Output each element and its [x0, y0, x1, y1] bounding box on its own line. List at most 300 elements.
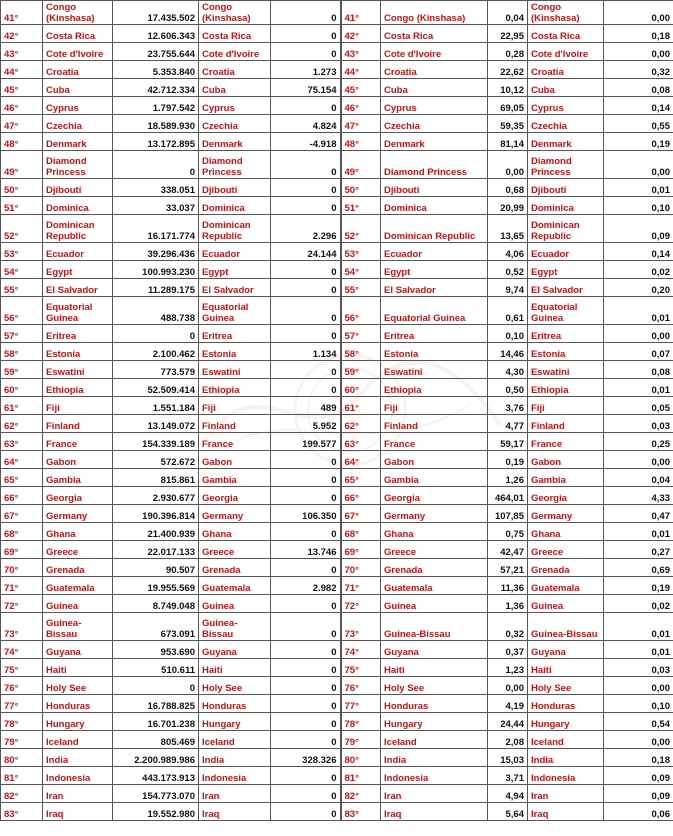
value-cell-4: 0,25: [604, 433, 673, 451]
rank-cell: 63°: [1, 433, 43, 451]
value-cell-2: -4.918: [271, 133, 341, 151]
table-row: [1, 713, 673, 731]
table-row: [1, 451, 673, 469]
rank-cell: 64°: [1, 451, 43, 469]
country-cell-3: Fiji: [381, 397, 488, 415]
value-cell-1: 773.579: [113, 361, 199, 379]
value-cell-2: 0: [271, 695, 341, 713]
value-cell-1: 100.993.230: [113, 261, 199, 279]
country-cell-4: Costa Rica: [528, 25, 604, 43]
rank-cell: 52°: [1, 215, 43, 243]
rank-cell-2: 80°: [341, 749, 381, 767]
value-cell-3: 0,52: [488, 261, 528, 279]
value-cell-3: 22,95: [488, 25, 528, 43]
country-cell-4: Czechia: [528, 115, 604, 133]
rank-cell: 41°: [1, 1, 43, 25]
value-cell-2: 0: [271, 595, 341, 613]
country-cell-2: Greece: [199, 541, 271, 559]
table-row: [1, 343, 673, 361]
value-cell-4: 0,00: [604, 151, 673, 179]
value-cell-4: 0,07: [604, 343, 673, 361]
value-cell-1: 52.509.414: [113, 379, 199, 397]
country-cell-4: France: [528, 433, 604, 451]
country-cell: Ecuador: [43, 243, 113, 261]
country-cell-2: Diamond Princess: [199, 151, 271, 179]
value-cell-2: 0: [271, 713, 341, 731]
value-cell-2: 0: [271, 43, 341, 61]
country-cell: Equatorial Guinea: [43, 297, 113, 325]
country-cell-2: France: [199, 433, 271, 451]
value-cell-3: 4,19: [488, 695, 528, 713]
value-cell-1: 805.469: [113, 731, 199, 749]
table-row: [1, 97, 673, 115]
rank-cell-2: 52°: [341, 215, 381, 243]
value-cell-2: 0: [271, 451, 341, 469]
rank-cell-2: 53°: [341, 243, 381, 261]
country-cell-2: Haiti: [199, 659, 271, 677]
country-cell-3: Diamond Princess: [381, 151, 488, 179]
value-cell-1: 12.606.343: [113, 25, 199, 43]
value-cell-2: 0: [271, 379, 341, 397]
rank-cell: 78°: [1, 713, 43, 731]
rank-cell-2: 70°: [341, 559, 381, 577]
value-cell-3: 59,17: [488, 433, 528, 451]
country-cell-2: Cuba: [199, 79, 271, 97]
rank-cell: 58°: [1, 343, 43, 361]
value-cell-4: 0,18: [604, 25, 673, 43]
rank-cell-2: 82°: [341, 785, 381, 803]
country-cell: Cyprus: [43, 97, 113, 115]
country-cell: Indonesia: [43, 767, 113, 785]
table-row: [1, 641, 673, 659]
value-cell-4: 0,00: [604, 731, 673, 749]
country-cell-4: Georgia: [528, 487, 604, 505]
value-cell-3: 4,77: [488, 415, 528, 433]
rank-cell-2: 49°: [341, 151, 381, 179]
table-row: [1, 297, 673, 325]
rank-cell: 66°: [1, 487, 43, 505]
rank-cell-2: 78°: [341, 713, 381, 731]
rank-cell: 56°: [1, 297, 43, 325]
value-cell-4: 0,03: [604, 415, 673, 433]
table-row: [1, 541, 673, 559]
value-cell-3: 59,35: [488, 115, 528, 133]
value-cell-2: 489: [271, 397, 341, 415]
country-cell-2: Denmark: [199, 133, 271, 151]
rank-cell: 43°: [1, 43, 43, 61]
table-body: [1, 1, 673, 821]
country-cell-4: Dominica: [528, 197, 604, 215]
country-cell: Ethiopia: [43, 379, 113, 397]
value-cell-3: 11,36: [488, 577, 528, 595]
country-cell: Georgia: [43, 487, 113, 505]
rank-cell-2: 54°: [341, 261, 381, 279]
table-row: [1, 731, 673, 749]
value-cell-3: 0,61: [488, 297, 528, 325]
rank-cell: 65°: [1, 469, 43, 487]
country-cell-4: Gambia: [528, 469, 604, 487]
value-cell-1: 23.755.644: [113, 43, 199, 61]
rank-cell-2: 47°: [341, 115, 381, 133]
table-row: [1, 695, 673, 713]
value-cell-4: 0,00: [604, 451, 673, 469]
value-cell-3: 0,68: [488, 179, 528, 197]
rank-cell: 79°: [1, 731, 43, 749]
table-row: [1, 197, 673, 215]
table-row: [1, 361, 673, 379]
value-cell-2: 13.746: [271, 541, 341, 559]
country-cell-3: Gambia: [381, 469, 488, 487]
value-cell-2: 0: [271, 297, 341, 325]
value-cell-2: 0: [271, 261, 341, 279]
value-cell-4: 0,18: [604, 749, 673, 767]
table-row: [1, 397, 673, 415]
value-cell-3: 107,85: [488, 505, 528, 523]
country-cell-3: Indonesia: [381, 767, 488, 785]
value-cell-2: 0: [271, 151, 341, 179]
value-cell-2: 0: [271, 641, 341, 659]
value-cell-3: 4,30: [488, 361, 528, 379]
rank-cell-2: 75°: [341, 659, 381, 677]
country-cell-3: Congo (Kinshasa): [381, 1, 488, 25]
rank-cell-2: 45°: [341, 79, 381, 97]
value-cell-1: 39.296.436: [113, 243, 199, 261]
country-cell-3: Ecuador: [381, 243, 488, 261]
value-cell-3: 0,10: [488, 325, 528, 343]
country-cell-3: Djibouti: [381, 179, 488, 197]
value-cell-4: 0,08: [604, 79, 673, 97]
country-cell-4: Cote d'Ivoire: [528, 43, 604, 61]
country-cell-2: Ecuador: [199, 243, 271, 261]
table-row: [1, 523, 673, 541]
country-cell: Guinea: [43, 595, 113, 613]
table-row: [1, 261, 673, 279]
country-cell: Djibouti: [43, 179, 113, 197]
value-cell-2: 0: [271, 731, 341, 749]
country-cell-4: Dominican Republic: [528, 215, 604, 243]
value-cell-1: 17.435.502: [113, 1, 199, 25]
country-cell-4: Ghana: [528, 523, 604, 541]
country-cell-3: Cyprus: [381, 97, 488, 115]
value-cell-4: 0,32: [604, 61, 673, 79]
table-row: [1, 279, 673, 297]
value-cell-3: 3,76: [488, 397, 528, 415]
country-cell-4: Honduras: [528, 695, 604, 713]
value-cell-4: 0,01: [604, 523, 673, 541]
country-cell-3: Guyana: [381, 641, 488, 659]
table-row: [1, 61, 673, 79]
value-cell-3: 2,08: [488, 731, 528, 749]
country-cell-2: Iraq: [199, 803, 271, 821]
country-cell: Iceland: [43, 731, 113, 749]
rank-cell: 59°: [1, 361, 43, 379]
value-cell-4: 0,10: [604, 197, 673, 215]
rank-cell-2: 59°: [341, 361, 381, 379]
value-cell-3: 10,12: [488, 79, 528, 97]
country-cell: Croatia: [43, 61, 113, 79]
country-cell-2: Guinea-Bissau: [199, 613, 271, 641]
rank-cell: 75°: [1, 659, 43, 677]
rank-cell: 72°: [1, 595, 43, 613]
table-row: [1, 115, 673, 133]
value-cell-4: 0,00: [604, 325, 673, 343]
country-cell: Fiji: [43, 397, 113, 415]
table-row: [1, 677, 673, 695]
value-cell-1: 18.589.930: [113, 115, 199, 133]
value-cell-4: 0,02: [604, 595, 673, 613]
rank-cell-2: 46°: [341, 97, 381, 115]
value-cell-1: 16.171.774: [113, 215, 199, 243]
rank-cell: 61°: [1, 397, 43, 415]
value-cell-2: 0: [271, 803, 341, 821]
value-cell-3: 0,00: [488, 151, 528, 179]
value-cell-3: 0,37: [488, 641, 528, 659]
value-cell-4: 0,00: [604, 677, 673, 695]
value-cell-2: 0: [271, 25, 341, 43]
value-cell-4: 0,27: [604, 541, 673, 559]
rank-cell-2: 56°: [341, 297, 381, 325]
country-cell: Hungary: [43, 713, 113, 731]
country-cell-2: Guatemala: [199, 577, 271, 595]
country-cell-4: Equatorial Guinea: [528, 297, 604, 325]
value-cell-2: 2.296: [271, 215, 341, 243]
country-cell-3: Denmark: [381, 133, 488, 151]
country-cell-4: Holy See: [528, 677, 604, 695]
value-cell-1: 19.955.569: [113, 577, 199, 595]
rank-cell-2: 68°: [341, 523, 381, 541]
value-cell-1: 0: [113, 677, 199, 695]
country-cell-4: Fiji: [528, 397, 604, 415]
country-cell-2: Egypt: [199, 261, 271, 279]
country-cell-3: Finland: [381, 415, 488, 433]
value-cell-1: 510.611: [113, 659, 199, 677]
value-cell-3: 57,21: [488, 559, 528, 577]
value-cell-3: 81,14: [488, 133, 528, 151]
rank-cell-2: 60°: [341, 379, 381, 397]
value-cell-1: 2.930.677: [113, 487, 199, 505]
country-cell-3: Iraq: [381, 803, 488, 821]
value-cell-4: 0,10: [604, 695, 673, 713]
table-row: [1, 25, 673, 43]
value-cell-1: 0: [113, 151, 199, 179]
value-cell-2: 24.144: [271, 243, 341, 261]
value-cell-2: 0: [271, 613, 341, 641]
country-cell-2: Germany: [199, 505, 271, 523]
value-cell-2: 5.952: [271, 415, 341, 433]
rank-cell-2: 58°: [341, 343, 381, 361]
value-cell-3: 0,28: [488, 43, 528, 61]
rank-cell-2: 72°: [341, 595, 381, 613]
value-cell-4: 0,47: [604, 505, 673, 523]
rank-cell-2: 66°: [341, 487, 381, 505]
country-cell-3: Georgia: [381, 487, 488, 505]
table-row: [1, 487, 673, 505]
rank-cell-2: 73°: [341, 613, 381, 641]
value-cell-4: 0,06: [604, 803, 673, 821]
value-cell-1: 2.200.989.986: [113, 749, 199, 767]
value-cell-3: 9,74: [488, 279, 528, 297]
value-cell-4: 0,19: [604, 133, 673, 151]
value-cell-4: 0,54: [604, 713, 673, 731]
value-cell-2: 0: [271, 767, 341, 785]
country-cell-3: Dominica: [381, 197, 488, 215]
value-cell-2: 0: [271, 523, 341, 541]
value-cell-2: 75.154: [271, 79, 341, 97]
table-row: [1, 179, 673, 197]
country-cell-3: Croatia: [381, 61, 488, 79]
rank-cell-2: 51°: [341, 197, 381, 215]
country-cell-2: Estonia: [199, 343, 271, 361]
value-cell-3: 464,01: [488, 487, 528, 505]
country-cell-2: Ethiopia: [199, 379, 271, 397]
country-cell: Holy See: [43, 677, 113, 695]
rank-cell-2: 63°: [341, 433, 381, 451]
country-cell: Dominican Republic: [43, 215, 113, 243]
country-cell: Denmark: [43, 133, 113, 151]
value-cell-1: 13.149.072: [113, 415, 199, 433]
value-cell-1: 22.017.133: [113, 541, 199, 559]
value-cell-3: 0,75: [488, 523, 528, 541]
value-cell-2: 0: [271, 325, 341, 343]
value-cell-2: 0: [271, 279, 341, 297]
country-cell-3: Guinea: [381, 595, 488, 613]
country-cell-4: Guatemala: [528, 577, 604, 595]
value-cell-1: 33.037: [113, 197, 199, 215]
country-cell-3: Gabon: [381, 451, 488, 469]
country-cell-4: Croatia: [528, 61, 604, 79]
value-cell-4: 0,55: [604, 115, 673, 133]
rank-cell-2: 57°: [341, 325, 381, 343]
rank-cell-2: 61°: [341, 397, 381, 415]
value-cell-4: 0,01: [604, 179, 673, 197]
country-cell: Czechia: [43, 115, 113, 133]
country-cell-3: Guinea-Bissau: [381, 613, 488, 641]
rank-cell: 77°: [1, 695, 43, 713]
value-cell-3: 15,03: [488, 749, 528, 767]
value-cell-1: 154.773.070: [113, 785, 199, 803]
country-cell-3: Haiti: [381, 659, 488, 677]
rank-cell: 49°: [1, 151, 43, 179]
rank-cell: 67°: [1, 505, 43, 523]
table-row: [1, 767, 673, 785]
value-cell-4: 0,69: [604, 559, 673, 577]
country-cell-2: Guyana: [199, 641, 271, 659]
table-row: [1, 151, 673, 179]
country-cell-2: Hungary: [199, 713, 271, 731]
country-cell-4: Guyana: [528, 641, 604, 659]
value-cell-4: 0,01: [604, 641, 673, 659]
country-cell-4: Egypt: [528, 261, 604, 279]
rank-cell-2: 44°: [341, 61, 381, 79]
value-cell-4: 0,00: [604, 1, 673, 25]
country-cell-2: Georgia: [199, 487, 271, 505]
rank-cell: 57°: [1, 325, 43, 343]
country-cell-2: Ghana: [199, 523, 271, 541]
table-row: [1, 433, 673, 451]
value-cell-3: 13,65: [488, 215, 528, 243]
table-row: [1, 379, 673, 397]
value-cell-3: 69,05: [488, 97, 528, 115]
value-cell-2: 0: [271, 785, 341, 803]
value-cell-3: 0,32: [488, 613, 528, 641]
country-cell-2: Guinea: [199, 595, 271, 613]
country-cell: Eswatini: [43, 361, 113, 379]
country-cell-2: Dominican Republic: [199, 215, 271, 243]
value-cell-4: 4,33: [604, 487, 673, 505]
value-cell-1: 154.339.189: [113, 433, 199, 451]
value-cell-4: 0,02: [604, 261, 673, 279]
country-cell-4: Eritrea: [528, 325, 604, 343]
country-cell-4: Haiti: [528, 659, 604, 677]
country-cell-4: Diamond Princess: [528, 151, 604, 179]
rank-cell-2: 55°: [341, 279, 381, 297]
country-cell: Guatemala: [43, 577, 113, 595]
table-row: [1, 505, 673, 523]
country-cell-4: Grenada: [528, 559, 604, 577]
value-cell-2: 0: [271, 659, 341, 677]
country-cell-4: Iraq: [528, 803, 604, 821]
country-cell-2: Djibouti: [199, 179, 271, 197]
table-row: [1, 659, 673, 677]
value-cell-4: 0,14: [604, 97, 673, 115]
country-cell-3: Germany: [381, 505, 488, 523]
country-cell-2: Fiji: [199, 397, 271, 415]
value-cell-2: 0: [271, 487, 341, 505]
rank-cell: 73°: [1, 613, 43, 641]
country-cell-2: Cote d'Ivoire: [199, 43, 271, 61]
table-row: [1, 133, 673, 151]
table-row: [1, 559, 673, 577]
table-row: [1, 613, 673, 641]
rank-cell-2: 62°: [341, 415, 381, 433]
value-cell-1: 19.552.980: [113, 803, 199, 821]
value-cell-4: 0,19: [604, 577, 673, 595]
country-cell: Estonia: [43, 343, 113, 361]
value-cell-1: 953.690: [113, 641, 199, 659]
table-row: [1, 79, 673, 97]
value-cell-2: 0: [271, 677, 341, 695]
rank-cell: 74°: [1, 641, 43, 659]
rank-cell: 69°: [1, 541, 43, 559]
value-cell-3: 1,36: [488, 595, 528, 613]
country-cell-4: Gabon: [528, 451, 604, 469]
value-cell-3: 20,99: [488, 197, 528, 215]
country-cell-2: Croatia: [199, 61, 271, 79]
rank-cell: 46°: [1, 97, 43, 115]
country-cell-2: Grenada: [199, 559, 271, 577]
value-cell-1: 5.353.840: [113, 61, 199, 79]
country-cell-2: Gabon: [199, 451, 271, 469]
value-cell-2: 328.326: [271, 749, 341, 767]
country-cell: Dominica: [43, 197, 113, 215]
rank-cell-2: 42°: [341, 25, 381, 43]
rank-cell: 44°: [1, 61, 43, 79]
country-cell-4: Cyprus: [528, 97, 604, 115]
country-cell-4: Indonesia: [528, 767, 604, 785]
value-cell-1: 1.551.184: [113, 397, 199, 415]
country-cell-3: Equatorial Guinea: [381, 297, 488, 325]
rank-cell: 54°: [1, 261, 43, 279]
rank-cell: 42°: [1, 25, 43, 43]
value-cell-3: 5,64: [488, 803, 528, 821]
value-cell-1: 673.091: [113, 613, 199, 641]
value-cell-2: 0: [271, 469, 341, 487]
rank-cell-2: 48°: [341, 133, 381, 151]
country-cell-2: Eritrea: [199, 325, 271, 343]
rank-cell: 51°: [1, 197, 43, 215]
value-cell-4: 0,01: [604, 613, 673, 641]
country-cell: Guyana: [43, 641, 113, 659]
